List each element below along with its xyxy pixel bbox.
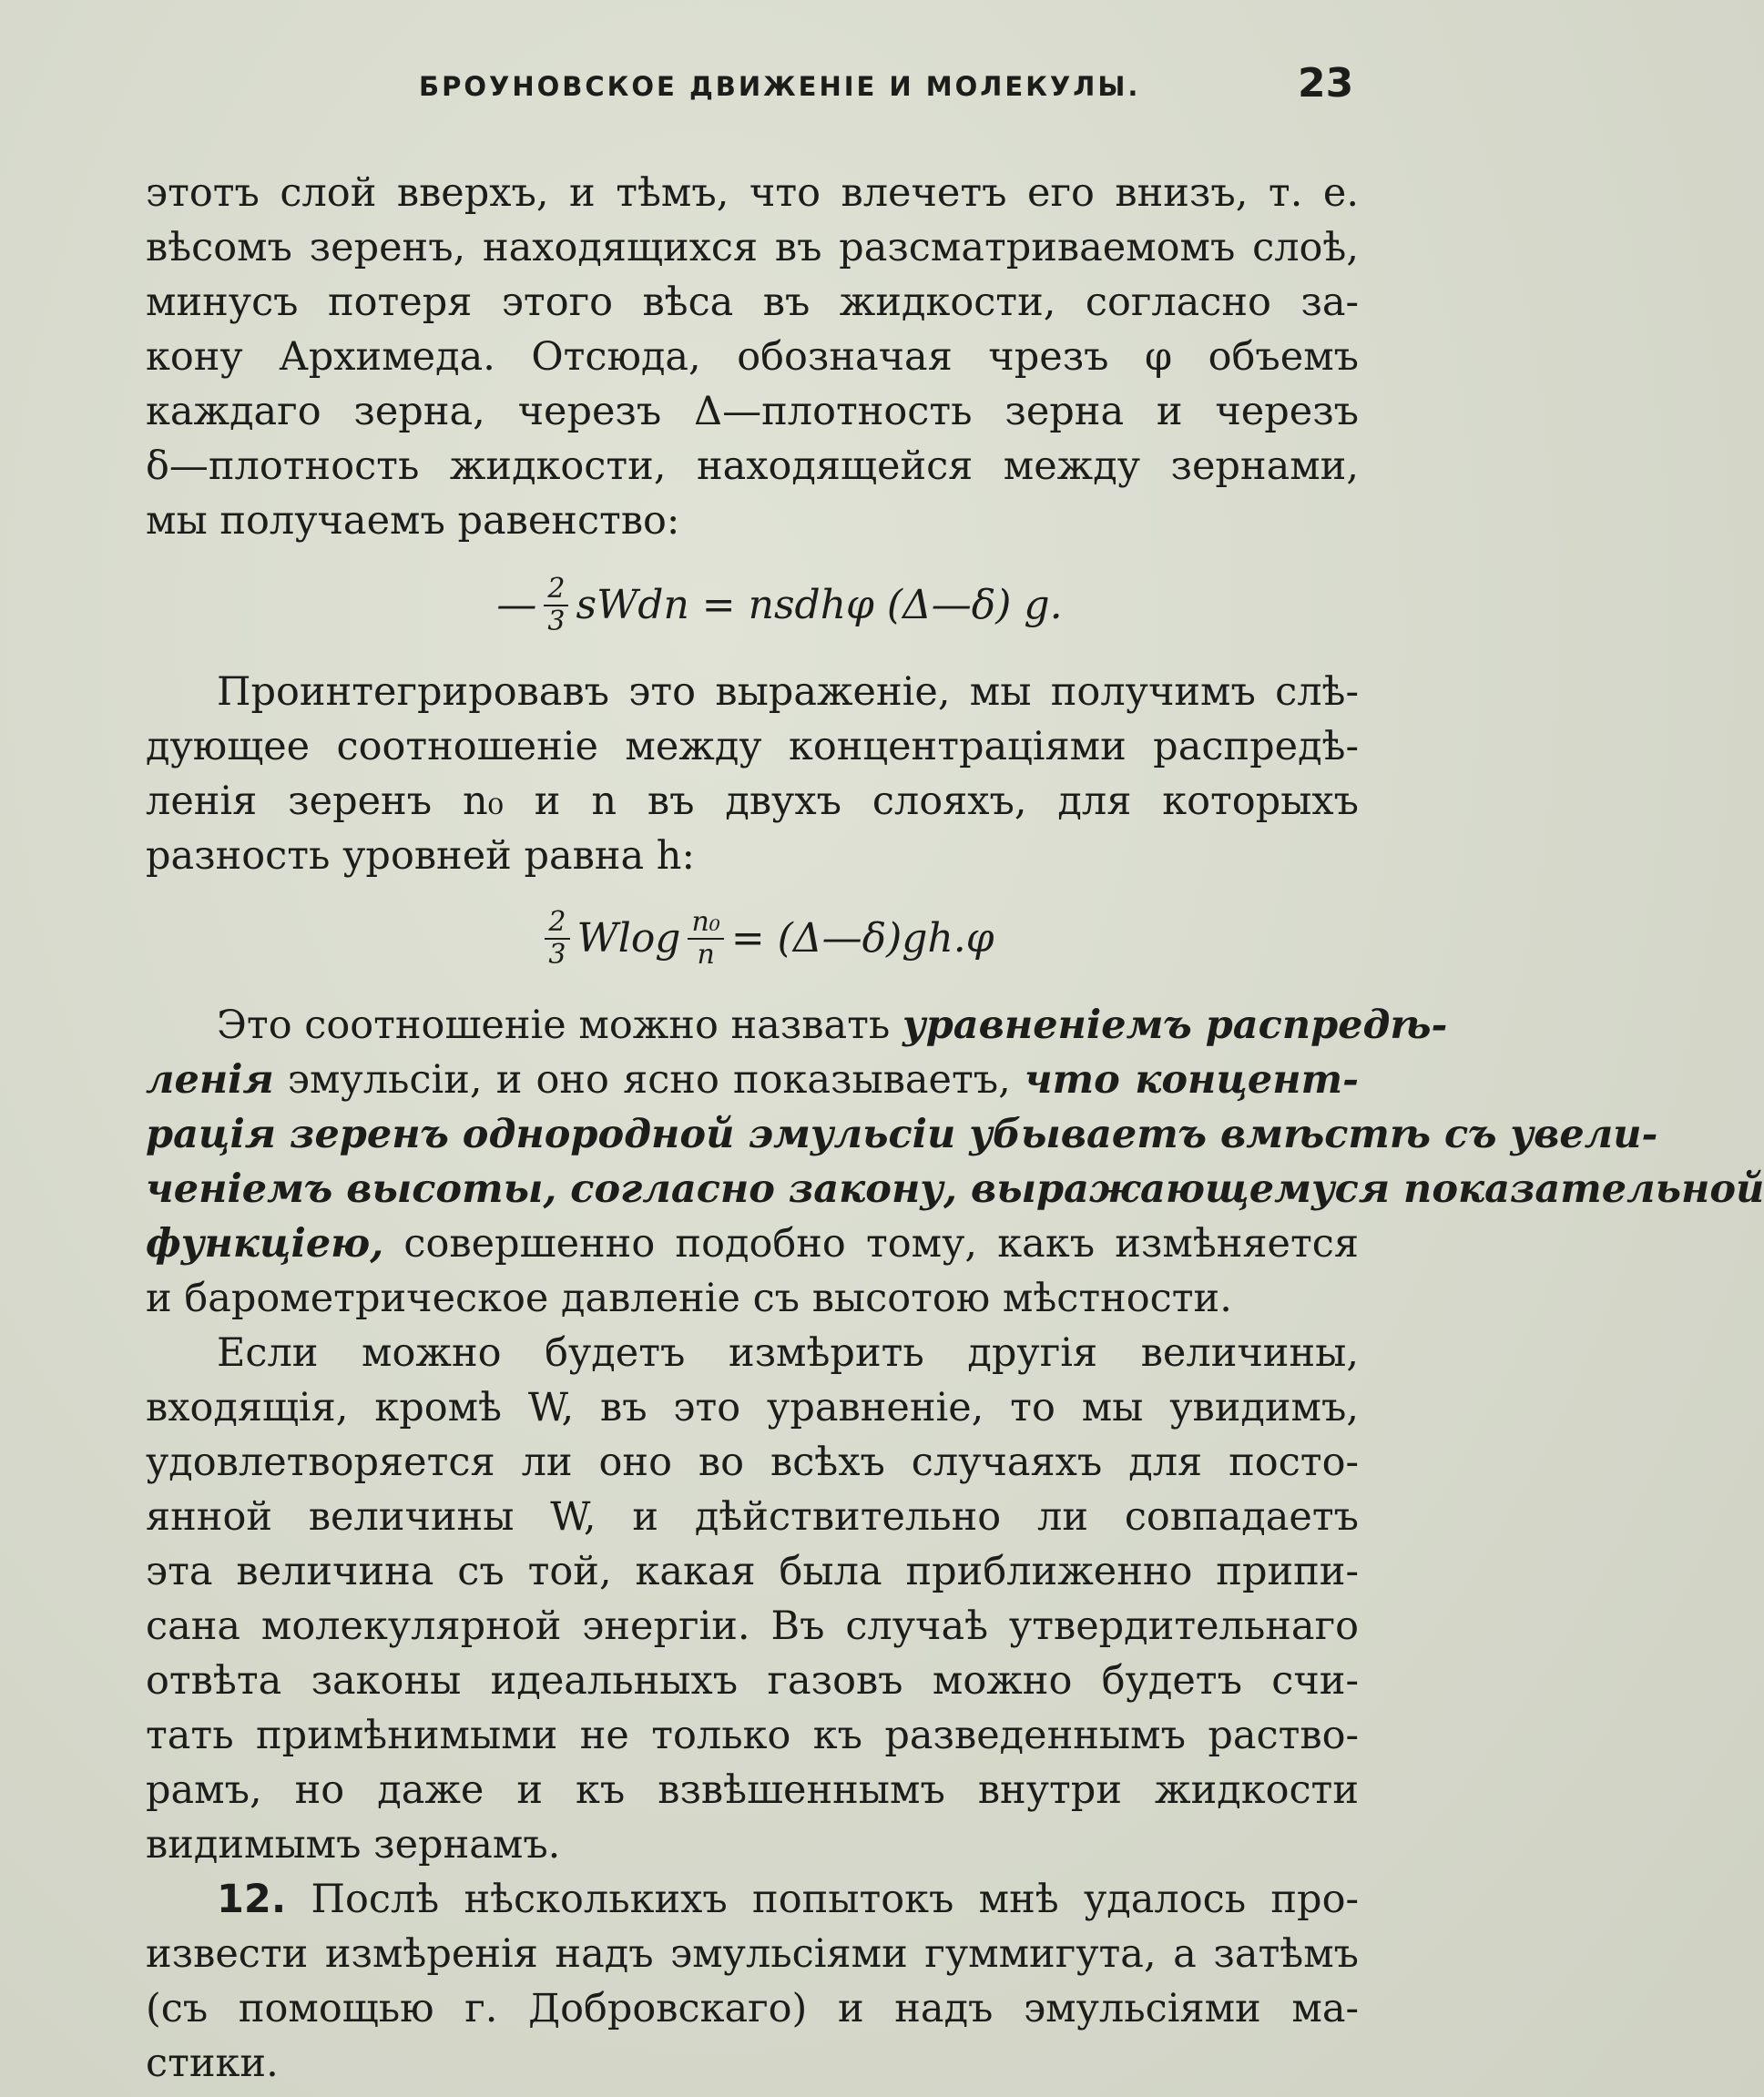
fraction-numerator: 2 (545, 907, 569, 940)
fraction-denominator: 3 (547, 606, 566, 637)
text-line: разность уровней равна h: (146, 833, 695, 879)
formula-equilibrium (200, 555, 1359, 656)
formula-distribution (173, 889, 1359, 989)
italic-run: ленія (146, 1057, 274, 1103)
text-line: дующее соотношеніе между концентраціями распредѣ- (146, 724, 1359, 769)
fraction-numerator: 2 (544, 574, 568, 606)
text-line: (съ помощью г. Добровскаго) и надъ эмульсіями ма- (146, 1986, 1359, 2031)
text-line (146, 998, 1448, 1053)
text-run: Послѣ нѣсколькихъ попытокъ мнѣ удалось про- (286, 1877, 1359, 1922)
italic-run: уравненіемъ распредѣ- (902, 1003, 1448, 1048)
text-line: отвѣта законы идеальныхъ газовъ можно будетъ счи- (146, 1658, 1359, 1704)
fraction-denominator: 3 (548, 939, 566, 971)
italic-run: что концент- (1024, 1057, 1359, 1103)
paragraph-1 (146, 166, 1359, 548)
fraction-two-thirds (544, 574, 568, 637)
paragraph-5 (146, 1872, 1359, 2091)
text-line (146, 1053, 1359, 1107)
fraction-numerator: n₀ (688, 907, 723, 940)
text-line: и барометрическое давленіе съ высотою мѣстности. (146, 1276, 1232, 1321)
paragraph-4 (146, 1326, 1359, 1872)
text-line (146, 1872, 1359, 1927)
text-line: янной величины W, и дѣйствительно ли совпадаетъ (146, 1494, 1359, 1540)
text-line: минусъ потеря этого вѣса въ жидкости, согласно за- (146, 280, 1359, 325)
fraction-denominator: n (697, 939, 715, 971)
text-line: входящія, кромѣ W, въ это уравненіе, то мы увидимъ, (146, 1385, 1359, 1430)
text-line: рамъ, но даже и къ взвѣшеннымъ внутри жидкости (146, 1767, 1359, 1813)
text-run: Это соотношеніе можно назвать (217, 1003, 902, 1048)
fraction-concentration-ratio (688, 907, 723, 971)
formula-body: sWdn = nsdhφ (Δ—δ) g. (576, 582, 1063, 628)
text-line: кону Архимеда. Отсюда, обозначая чрезъ φ объемъ (146, 334, 1359, 380)
fraction-two-thirds (545, 907, 569, 971)
text-line: ченіемъ высоты, согласно закону, выражающемуся показательной (146, 1166, 1764, 1212)
text-line: извести измѣренія надъ эмульсіями гуммигута, а затѣмъ (146, 1931, 1359, 1977)
text-line: тать примѣнимыми не только къ разведеннымъ раство- (146, 1713, 1359, 1758)
text-line: этотъ слой вверхъ, и тѣмъ, что влечетъ его внизъ, т. е. (146, 170, 1359, 216)
text-run: совершенно подобно тому, какъ измѣняется (383, 1221, 1359, 1267)
page-number: 23 (1298, 60, 1354, 107)
text-line: мы получаемъ равенство: (146, 498, 680, 544)
section-number: 12. (217, 1877, 287, 1922)
text-line: стики. (146, 2041, 279, 2086)
text-line: вѣсомъ зеренъ, находящихся въ разсматриваемомъ слоѣ, (146, 225, 1359, 270)
paragraph-3 (146, 998, 1764, 1326)
text-line: каждаго зерна, черезъ Δ—плотность зерна и черезъ (146, 389, 1359, 434)
italic-run: функціею, (146, 1221, 384, 1267)
running-head: БРОУНОВСКОЕ ДВИЖЕНІЕ И МОЛЕКУЛЫ. (419, 71, 1141, 102)
text-line: δ—плотность жидкости, находящейся между зернами, (146, 443, 1359, 489)
text-line: удовлетворяется ли оно во всѣхъ случаяхъ для посто- (146, 1440, 1359, 1485)
text-line: эта величина съ той, какая была приближенно припи- (146, 1549, 1359, 1594)
formula-body: = (Δ—δ)gh.φ (730, 915, 994, 962)
text-line: видимымъ зернамъ. (146, 1822, 561, 1868)
text-line: ленія зеренъ n₀ и n въ двухъ слояхъ, для которыхъ (146, 779, 1359, 824)
formula-wlog: Wlog (576, 915, 681, 962)
text-line: сана молекулярной энергіи. Въ случаѣ утвердительнаго (146, 1603, 1359, 1649)
text-run: эмульсіи, и оно ясно показываетъ, (273, 1057, 1025, 1103)
text-line: Если можно будетъ измѣрить другія величины, (217, 1330, 1359, 1376)
paragraph-2 (146, 665, 1359, 883)
text-line: рація зеренъ однородной эмульсіи убываетъ вмѣстѣ съ увели- (146, 1112, 1658, 1157)
body-text (146, 166, 1764, 2091)
formula-minus: — (496, 582, 537, 628)
text-line (146, 1216, 1359, 1271)
text-line: Проинтегрировавъ это выраженіе, мы получимъ слѣ- (217, 669, 1359, 715)
